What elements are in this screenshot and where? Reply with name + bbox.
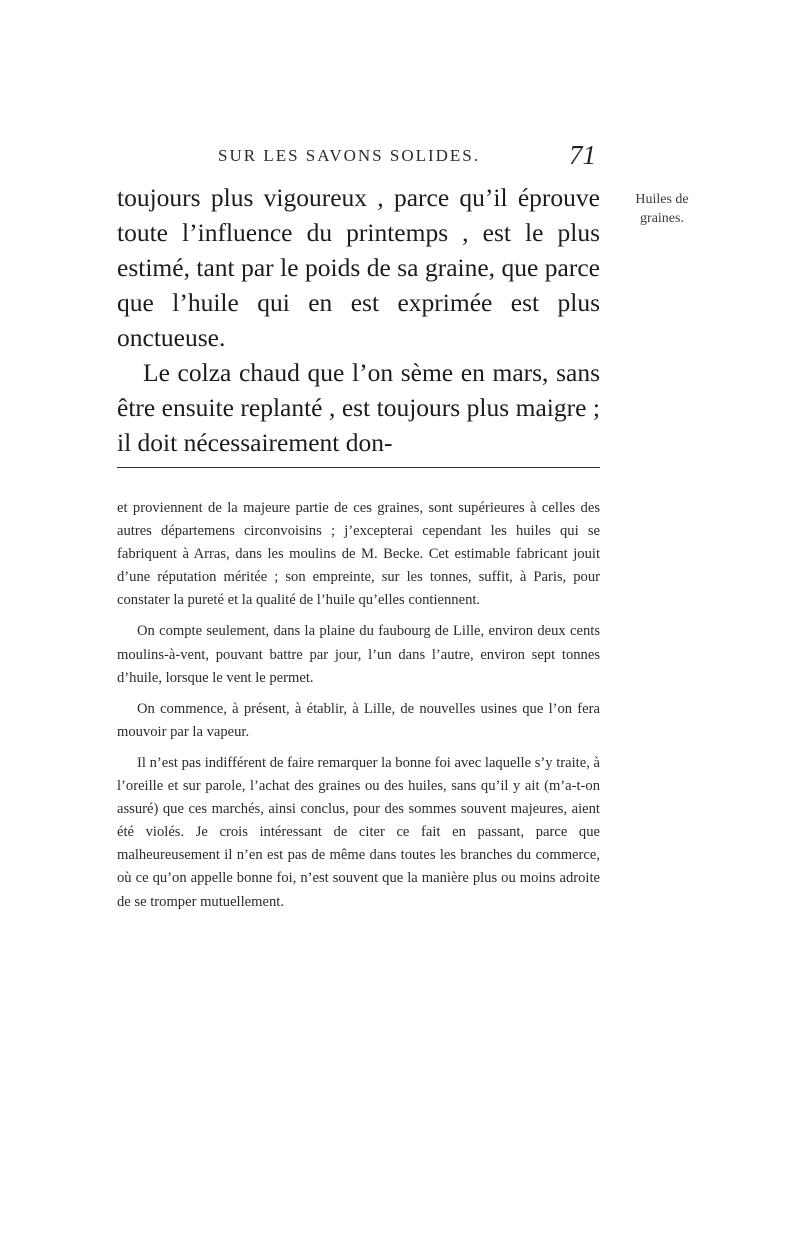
page-number: 71: [569, 140, 596, 170]
main-paragraph: Le colza chaud que l’on sème en mars, sans être ensuite replanté , est toujours plus maigre ; il doit nécessairement don-: [117, 358, 600, 457]
running-head: [218, 140, 598, 176]
running-title: SUR LES SAVONS SOLIDES.: [218, 146, 481, 165]
footnote-paragraph: et proviennent de la majeure partie de ces graines, sont supérieures à celles des autres départemens circonvoisins ; j’excepterai cependant les huiles qui se fabriquent à Arras, dans les moulins de M. Becke. Cet estimable fabricant jouit d’une réputation méritée ; son empreinte, sur les tonnes, suffit, à Paris, pour constater la pureté et la qualité de l’huile qu’elles contiennent.: [117, 500, 600, 609]
main-text: [117, 180, 600, 460]
footnote-paragraph: On compte seulement, dans la plaine du faubourg de Lille, environ deux cents moulins-à-vent, pouvant battre par jour, l’un dans l’autre, environ sept tonnes d’huile, lorsque le vent le permet.: [117, 623, 600, 686]
margin-note: Huiles de graines.: [635, 192, 689, 226]
main-paragraph: toujours plus vigoureux , parce qu’il éprouve toute l’influence du printemps , est le plus estimé, tant par le poids de sa graine, que parce que l’huile qui en est exprimée est plus onctueuse.: [117, 183, 600, 352]
footnote-rule: [117, 467, 600, 468]
footnote-paragraph: Il n’est pas indifférent de faire remarquer la bonne foi avec laquelle s’y traite, à l’oreille et sur parole, l’achat des graines ou des huiles, sans qu’il y ait (m’a-t-on assuré) que ces marchés, ainsi conclus, pour des sommes souvent majeures, aient été violés. Je crois intéressant de citer ce fait en passant, parce que malheureusement il n’en est pas de même dans toutes les branches du commerce, où ce qu’on appelle bonne foi, n’est souvent que la manière plus ou moins adroite de se tromper mutuellement.: [117, 754, 600, 910]
footnotes: [117, 497, 600, 922]
footnote-paragraph: On commence, à présent, à établir, à Lille, de nouvelles usines que l’on fera mouvoir par la vapeur.: [117, 700, 600, 740]
